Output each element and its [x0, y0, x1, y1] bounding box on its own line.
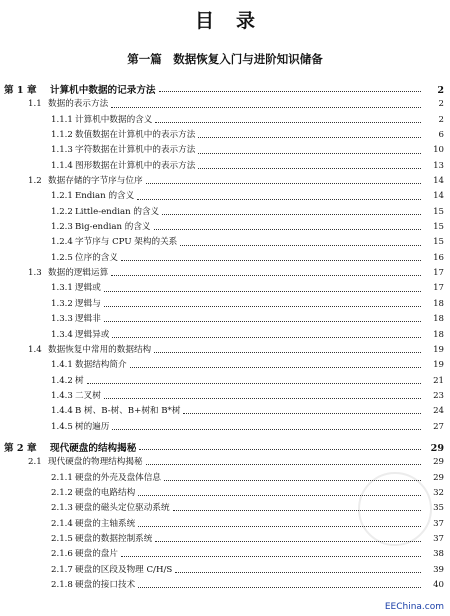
toc-entry-page: 37 — [433, 518, 444, 529]
toc-entry-page: 17 — [433, 268, 444, 279]
toc-entry-page: 15 — [433, 222, 444, 233]
toc-entry-number: 1.3.4 — [51, 329, 73, 340]
toc-entry-sub[interactable] — [0, 159, 450, 174]
toc-entry-sub[interactable] — [0, 517, 450, 532]
toc-entry-page: 6 — [438, 130, 444, 141]
toc-entry-title: 逻辑非 — [75, 314, 101, 325]
toc-entry-sub[interactable] — [0, 205, 450, 220]
toc-entry-sub[interactable] — [0, 143, 450, 158]
toc-entry-number: 1.4.4 — [51, 406, 73, 417]
dot-leader — [104, 306, 421, 307]
toc-entry-title: 逻辑与 — [75, 298, 101, 309]
toc-entry-sub[interactable] — [0, 328, 450, 343]
toc-entry-sub[interactable] — [0, 235, 450, 250]
toc-entry-section[interactable] — [0, 266, 450, 281]
dot-leader — [198, 168, 421, 169]
toc-entry-title: 数据结构简介 — [75, 360, 127, 371]
toc-entry-page: 18 — [433, 329, 444, 340]
toc-entry-section[interactable] — [0, 174, 450, 189]
toc-entry-number: 1.2.1 — [51, 191, 73, 202]
toc-entry-number: 1.1 — [28, 99, 42, 110]
toc-entry-sub[interactable] — [0, 297, 450, 312]
dot-leader — [175, 572, 421, 573]
toc-entry-number: 1.1.2 — [51, 130, 73, 141]
toc-entry-page: 19 — [433, 344, 444, 355]
toc-entry-title: 硬盘的电路结构 — [75, 487, 136, 498]
toc-entry-title: 位序的含义 — [75, 252, 118, 263]
toc-entry-sub[interactable] — [0, 404, 450, 419]
toc-entry-number: 2.1.6 — [51, 549, 73, 560]
toc-entry-number: 1.3.2 — [51, 298, 73, 309]
dot-leader — [138, 495, 421, 496]
toc-entry-sub[interactable] — [0, 358, 450, 373]
dot-leader — [155, 541, 421, 542]
toc-entry-title: 硬盘的数据控制系统 — [75, 533, 153, 544]
dot-leader — [159, 91, 421, 92]
toc-entry-title: 数据恢复中常用的数据结构 — [48, 344, 152, 355]
toc-entry-page: 19 — [433, 360, 444, 371]
toc-entry-section[interactable] — [0, 343, 450, 358]
dot-leader — [198, 137, 421, 138]
dot-leader — [154, 352, 421, 353]
toc-entry-page: 38 — [433, 549, 444, 560]
toc-entry-title: 字节序与 CPU 架构的关系 — [75, 237, 178, 248]
table-of-contents — [0, 82, 450, 593]
toc-entry-sub[interactable] — [0, 420, 450, 435]
toc-entry-title: Little-endian 的含义 — [75, 206, 160, 217]
toc-entry-number: 2.1.1 — [51, 472, 73, 483]
toc-entry-page: 13 — [433, 160, 444, 171]
toc-entry-number: 1.1.3 — [51, 145, 73, 156]
dot-leader — [137, 199, 421, 200]
toc-entry-sub[interactable] — [0, 532, 450, 547]
toc-entry-number: 1.2.3 — [51, 222, 73, 233]
dot-leader — [162, 214, 421, 215]
toc-entry-page: 16 — [433, 252, 444, 263]
toc-entry-title: 树的遍历 — [75, 421, 110, 432]
toc-entry-number: 1.2.5 — [51, 252, 73, 263]
toc-entry-title: 字符数据在计算机中的表示方法 — [75, 145, 196, 156]
toc-entry-sub[interactable] — [0, 471, 450, 486]
toc-entry-title: 图形数据在计算机中的表示方法 — [75, 160, 196, 171]
dot-leader — [104, 291, 421, 292]
toc-entry-page: 23 — [433, 390, 444, 401]
toc-entry-page: 2 — [438, 114, 444, 125]
toc-entry-number: 2.1 — [28, 457, 42, 468]
toc-entry-title: 逻辑异或 — [75, 329, 110, 340]
toc-entry-sub[interactable] — [0, 113, 450, 128]
dot-leader — [155, 122, 421, 123]
toc-entry-number: 1.4 — [28, 344, 42, 355]
dot-leader — [139, 449, 421, 450]
toc-entry-number: 1.3.1 — [51, 283, 73, 294]
toc-entry-page: 15 — [433, 206, 444, 217]
dot-leader — [112, 337, 421, 338]
toc-entry-sub[interactable] — [0, 251, 450, 266]
toc-entry-title: 逻辑或 — [75, 283, 101, 294]
toc-entry-title: 计算机中数据的记录方法 — [50, 85, 156, 96]
toc-entry-number: 1.3.3 — [51, 314, 73, 325]
toc-entry-number: 1.4.2 — [51, 375, 73, 386]
toc-entry-number: 第 1 章 — [4, 85, 37, 96]
toc-entry-sub[interactable] — [0, 281, 450, 296]
toc-entry-sub[interactable] — [0, 486, 450, 501]
toc-entry-title: 数据的表示方法 — [48, 99, 109, 110]
toc-entry-page: 14 — [433, 176, 444, 187]
toc-entry-page: 21 — [433, 375, 444, 386]
toc-entry-title: 数值数据在计算机中的表示方法 — [75, 130, 196, 141]
toc-entry-number: 1.2.2 — [51, 206, 73, 217]
dot-leader — [111, 107, 421, 108]
toc-entry-page: 40 — [433, 580, 444, 590]
toc-entry-title: 计算机中数据的含义 — [75, 114, 153, 125]
toc-entry-page: 32 — [433, 487, 444, 498]
toc-entry-page: 24 — [433, 406, 444, 417]
toc-entry-sub[interactable] — [0, 547, 450, 562]
dot-leader — [138, 526, 421, 527]
dot-leader — [154, 229, 421, 230]
toc-entry-title: Endian 的含义 — [75, 191, 135, 202]
toc-entry-sub[interactable] — [0, 189, 450, 204]
toc-entry-number: 1.4.5 — [51, 421, 73, 432]
toc-entry-title: 硬盘的区段及物理 C/H/S — [75, 564, 173, 575]
dot-leader — [112, 429, 421, 430]
toc-entry-page: 29 — [430, 442, 444, 454]
toc-entry-page: 10 — [433, 145, 444, 156]
toc-entry-number: 第 2 章 — [4, 442, 37, 454]
toc-entry-title: 硬盘的磁头定位驱动系统 — [75, 503, 170, 514]
page-title: 目录 — [194, 10, 277, 32]
toc-entry-sub[interactable] — [0, 312, 450, 327]
toc-entry-title: 硬盘的主轴系统 — [75, 518, 136, 529]
dot-leader — [138, 587, 421, 588]
dot-leader — [104, 398, 421, 399]
toc-entry-page: 29 — [433, 457, 444, 468]
toc-entry-sub[interactable] — [0, 389, 450, 404]
toc-entry-number: 2.1.2 — [51, 487, 73, 498]
toc-entry-page: 18 — [433, 314, 444, 325]
part-title: 第一篇 数据恢复入门与进阶知识储备 — [127, 52, 323, 66]
toc-entry-title: 现代硬盘的结构揭秘 — [50, 442, 137, 454]
toc-entry-page: 17 — [433, 283, 444, 294]
toc-entry-sub[interactable] — [0, 578, 450, 593]
toc-entry-sub[interactable] — [0, 563, 450, 578]
toc-entry-title: 数据存储的字节序与位序 — [48, 176, 143, 187]
dot-leader — [183, 413, 421, 414]
dot-leader — [146, 464, 421, 465]
toc-entry-title: B 树、B-树、B+树和 B*树 — [75, 406, 181, 417]
toc-entry-title: 二叉树 — [75, 390, 101, 401]
dot-leader — [87, 383, 421, 384]
toc-entry-title: 硬盘的盘片 — [75, 549, 118, 560]
toc-entry-chapter[interactable] — [0, 82, 450, 97]
toc-entry-page: 15 — [433, 237, 444, 248]
dot-leader — [198, 153, 421, 154]
toc-entry-number: 1.1.4 — [51, 160, 73, 171]
dot-leader — [173, 510, 421, 511]
toc-entry-sub[interactable] — [0, 220, 450, 235]
site-watermark: EEChina.com — [384, 602, 444, 612]
dot-leader — [130, 367, 421, 368]
toc-entry-page: 2 — [438, 99, 444, 110]
toc-entry-section[interactable] — [0, 97, 450, 112]
toc-entry-number: 2.1.3 — [51, 503, 73, 514]
toc-entry-number: 1.4.1 — [51, 360, 73, 371]
toc-entry-number: 1.4.3 — [51, 390, 73, 401]
dot-leader — [111, 275, 421, 276]
toc-entry-sub[interactable] — [0, 128, 450, 143]
toc-entry-number: 2.1.7 — [51, 564, 73, 575]
dot-leader — [104, 321, 421, 322]
toc-entry-sub[interactable] — [0, 501, 450, 516]
toc-entry-number: 1.1.1 — [51, 114, 73, 125]
toc-entry-page: 29 — [433, 472, 444, 483]
dot-leader — [180, 245, 421, 246]
toc-entry-number: 1.2.4 — [51, 237, 73, 248]
toc-entry-title: 硬盘的接口技术 — [75, 580, 136, 590]
toc-entry-title: 硬盘的外壳及盘体信息 — [75, 472, 161, 483]
dot-leader — [121, 260, 421, 261]
toc-entry-title: 现代硬盘的物理结构揭秘 — [48, 457, 143, 468]
toc-entry-title: 树 — [75, 375, 84, 386]
toc-entry-number: 1.2 — [28, 176, 42, 187]
toc-entry-page: 27 — [433, 421, 444, 432]
toc-entry-chapter[interactable] — [0, 440, 450, 455]
toc-entry-title: 数据的逻辑运算 — [48, 268, 109, 279]
toc-entry-number: 1.3 — [28, 268, 42, 279]
toc-entry-page: 37 — [433, 533, 444, 544]
toc-entry-section[interactable] — [0, 455, 450, 470]
toc-entry-page: 35 — [433, 503, 444, 514]
toc-entry-number: 2.1.4 — [51, 518, 73, 529]
toc-entry-page: 2 — [437, 85, 444, 96]
toc-entry-page: 39 — [433, 564, 444, 575]
toc-entry-number: 2.1.5 — [51, 533, 73, 544]
toc-entry-number: 2.1.8 — [51, 580, 73, 590]
toc-entry-title: Big-endian 的含义 — [75, 222, 151, 233]
dot-leader — [164, 480, 421, 481]
dot-leader — [121, 556, 421, 557]
toc-entry-page: 14 — [433, 191, 444, 202]
dot-leader — [146, 183, 421, 184]
toc-entry-sub[interactable] — [0, 374, 450, 389]
toc-entry-page: 18 — [433, 298, 444, 309]
